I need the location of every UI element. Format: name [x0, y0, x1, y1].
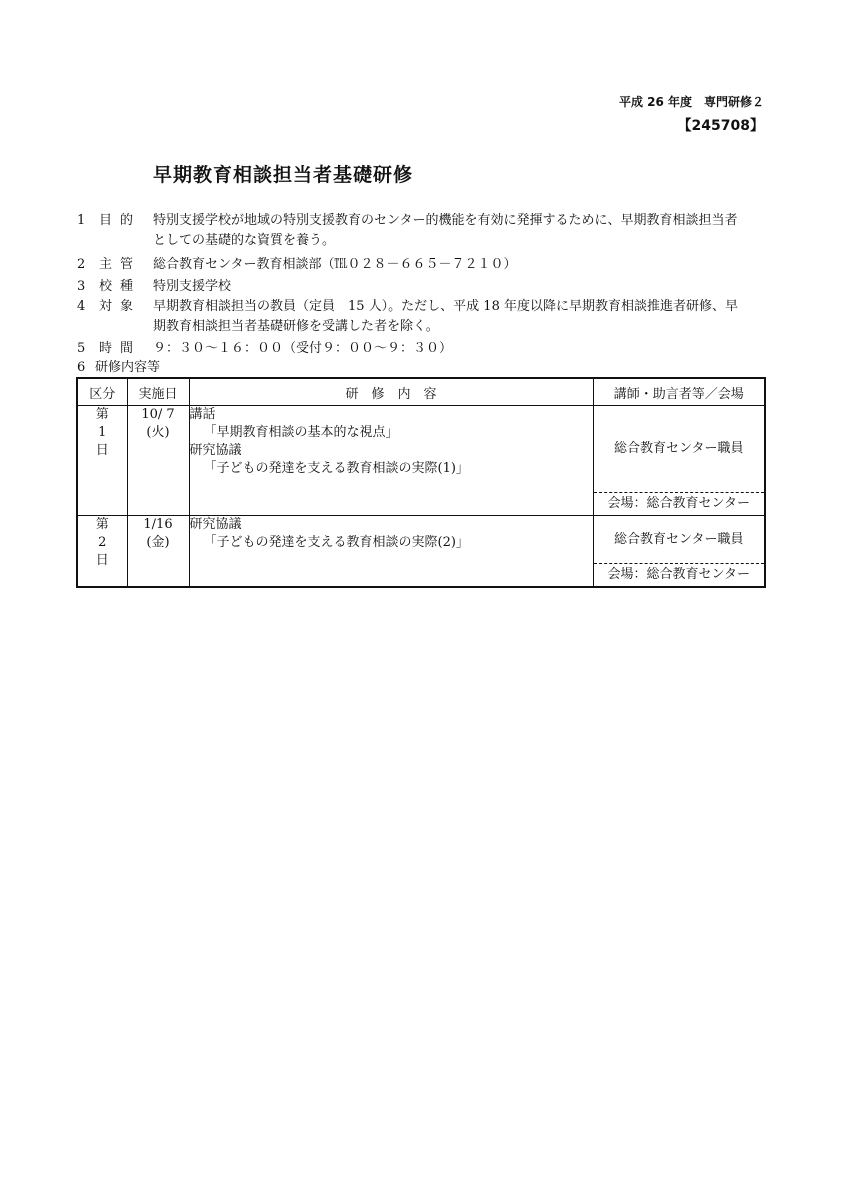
lecturer-cell — [593, 406, 765, 516]
item-number: 1 — [77, 213, 86, 228]
item-label: 対象 — [99, 299, 142, 314]
item-text — [153, 211, 850, 251]
item-label: 研修内容等 — [95, 360, 161, 375]
lecturer-name: 総合教育センター職員 — [614, 441, 744, 456]
item-number: 5 — [77, 341, 86, 356]
item-text-line: 総合教育センター教育相談部（℡０２８－６６５－７２１０） — [153, 257, 517, 272]
day-label — [77, 516, 127, 588]
day-label-part: 第 — [95, 407, 109, 422]
item-text — [153, 277, 850, 297]
content-line: 講話 — [189, 407, 216, 422]
fiscal-year-label: 平成 26 年度 専門研修２ — [618, 95, 764, 109]
venue: 会場：総合教育センター — [594, 563, 765, 586]
header-kubun: 区分 — [77, 378, 127, 406]
header-lecturer: 講師・助言者等／会場 — [593, 378, 765, 406]
content-line: 研究協議 — [189, 517, 242, 532]
table-row — [77, 406, 765, 516]
day-label-part: 2 — [98, 535, 107, 550]
item-text-line: 早期教育相談担当の教員（定員 15 人）。ただし、平成 18 年度以降に早期教育相談推進者研修、早 — [153, 299, 738, 314]
day-label-part: 第 — [95, 517, 109, 532]
header-content: 研 修 内 容 — [189, 378, 593, 406]
item-number: 2 — [77, 257, 86, 272]
content-line: 「子どもの発達を支える教育相談の実際(1)」 — [203, 461, 469, 476]
page-title: 早期教育相談担当者基礎研修 — [153, 164, 414, 186]
venue: 会場：総合教育センター — [594, 492, 765, 515]
session-date — [127, 406, 189, 516]
item-text-line: としての基礎的な資質を養う。 — [153, 233, 336, 248]
item-text-line: 期教育相談担当者基礎研修を受講した者を除く。 — [153, 319, 439, 334]
item-text — [153, 339, 850, 359]
course-code: 【245708】 — [677, 118, 764, 134]
item-label: 目的 — [99, 213, 142, 228]
item-label: 主管 — [99, 257, 142, 272]
lecturer-cell — [593, 516, 765, 588]
table-row — [77, 516, 765, 588]
date-value: 10/ 7 — [141, 407, 175, 422]
session-content — [189, 516, 593, 588]
item-label: 校種 — [99, 279, 142, 294]
content-line: 「子どもの発達を支える教育相談の実際(2)」 — [203, 535, 469, 550]
item-text-line: 特別支援学校 — [153, 279, 232, 294]
content-line: 「早期教育相談の基本的な視点」 — [203, 425, 399, 440]
item-text-line: ９：３０～１６：００（受付９：００～９：３０） — [153, 341, 453, 356]
lecturer-name: 総合教育センター職員 — [614, 532, 744, 547]
header-date: 実施日 — [127, 378, 189, 406]
item-number: 4 — [77, 299, 86, 314]
schedule-table — [76, 377, 766, 588]
table-header-row — [77, 378, 765, 406]
item-text — [153, 255, 850, 275]
day-label-part: 1 — [98, 425, 107, 440]
day-label-part: 日 — [95, 443, 109, 458]
session-date — [127, 516, 189, 588]
weekday-value: (火) — [146, 425, 170, 440]
item-number: 6 — [77, 360, 86, 375]
day-label — [77, 406, 127, 516]
item-text-line: 特別支援学校が地域の特別支援教育のセンター的機能を有効に発揮するために、早期教育相談担当者 — [153, 213, 738, 228]
content-line: 研究協議 — [189, 443, 242, 458]
date-value: 1/16 — [143, 517, 173, 532]
item-text — [153, 297, 850, 337]
session-content — [189, 406, 593, 516]
day-label-part: 日 — [95, 553, 109, 568]
weekday-value: (金) — [146, 535, 170, 550]
item-label: 時間 — [99, 341, 142, 356]
item-number: 3 — [77, 279, 86, 294]
